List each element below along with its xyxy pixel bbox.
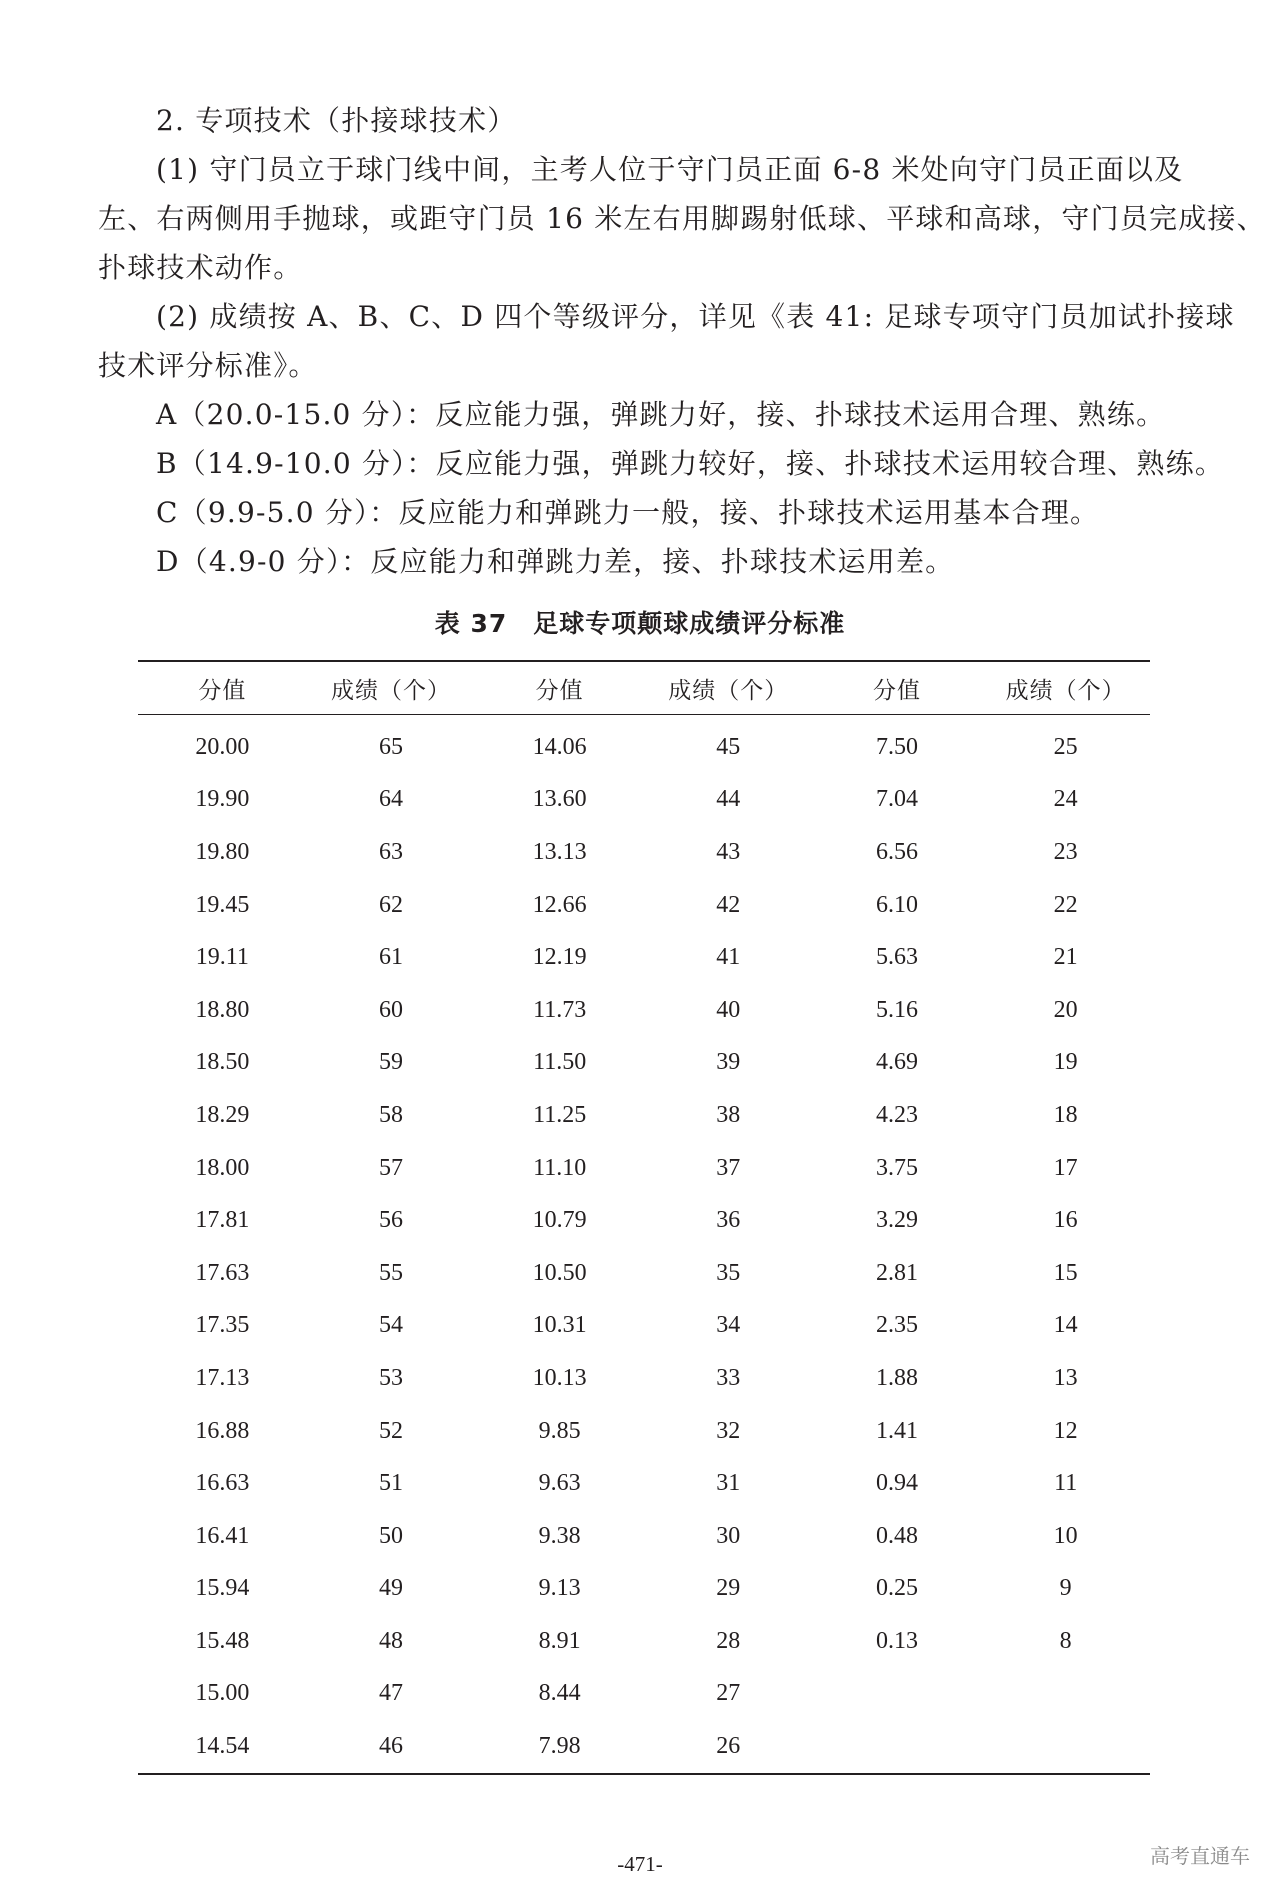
table-cell: 19.45: [195, 891, 250, 918]
table-cell: 18.50: [195, 1049, 250, 1076]
table-cell: 26: [716, 1733, 741, 1760]
table-cell: 17.63: [195, 1259, 250, 1286]
table-cell: 48: [378, 1627, 403, 1654]
table-cell: 15.48: [195, 1627, 250, 1654]
table-row: [138, 1247, 1150, 1300]
column-header: 分值: [138, 661, 307, 715]
table-cell: 11.73: [533, 996, 587, 1023]
table-cell: [981, 1720, 1150, 1774]
table-cell: 17.81: [195, 1207, 250, 1234]
column-header: 成绩（个）: [981, 661, 1150, 715]
watermark-text: 高考直通车: [1150, 1844, 1250, 1868]
juggling-score-table: [138, 660, 1150, 1775]
table-cell: 12.19: [532, 944, 587, 971]
table-row: [138, 1405, 1150, 1458]
table-cell: 50: [378, 1522, 403, 1549]
paragraph-1-line-1: (1) 守门员立于球门线中间，主考人位于守门员正面 6-8 米处向守门员正面以及: [156, 153, 1184, 186]
column-header: 分值: [475, 661, 644, 715]
table-cell: 36: [716, 1207, 741, 1234]
table-cell: 18.80: [195, 996, 250, 1023]
table-row: [138, 1037, 1150, 1090]
table-caption: 表 37 足球专项颠球成绩评分标准: [434, 609, 846, 638]
table-cell: 10.31: [532, 1312, 587, 1339]
table-row: [138, 1720, 1150, 1774]
table-cell: 1.41: [875, 1417, 918, 1444]
table-cell: 13: [1053, 1364, 1078, 1391]
table-cell: 2.81: [875, 1259, 918, 1286]
table-cell: 11.10: [533, 1154, 587, 1181]
table-row: [138, 1510, 1150, 1563]
table-cell: 8.44: [538, 1680, 581, 1707]
table-cell: 30: [716, 1522, 741, 1549]
table-row: [138, 1615, 1150, 1668]
table-cell: 23: [1053, 838, 1078, 865]
table-cell: 19.80: [195, 838, 250, 865]
table-cell: 4.23: [875, 1101, 918, 1128]
table-cell: 51: [378, 1470, 403, 1497]
table-cell: 0.94: [875, 1470, 918, 1497]
table-cell: 18.00: [195, 1154, 250, 1181]
table-cell: 21: [1053, 944, 1078, 971]
table-cell: 19: [1053, 1049, 1078, 1076]
page-number: -471-: [617, 1852, 663, 1876]
table-cell: 62: [378, 891, 403, 918]
table-row: [138, 715, 1150, 774]
table-cell: 16.63: [195, 1470, 250, 1497]
table-cell: 14: [1053, 1312, 1078, 1339]
table-cell: 13.60: [532, 786, 587, 813]
column-header: 分值: [813, 661, 982, 715]
table-cell: 53: [378, 1364, 403, 1391]
table-row: [138, 879, 1150, 932]
table-cell: 7.98: [538, 1733, 581, 1760]
table-cell: 58: [378, 1101, 403, 1128]
table-cell: 0.48: [875, 1522, 918, 1549]
table-cell: 6.56: [875, 838, 918, 865]
table-cell: 7.04: [875, 786, 918, 813]
table-cell: 54: [378, 1312, 403, 1339]
table-cell: 18.29: [195, 1101, 250, 1128]
table-cell: 9.38: [538, 1522, 581, 1549]
table-row: [138, 931, 1150, 984]
table-cell: 11.25: [533, 1101, 587, 1128]
table-cell: 55: [378, 1259, 403, 1286]
table-cell: 16.88: [195, 1417, 250, 1444]
table-cell: 44: [716, 786, 741, 813]
table-cell: 14.06: [532, 733, 587, 760]
table-cell: 8: [1059, 1627, 1072, 1654]
table-cell: 18: [1053, 1101, 1078, 1128]
table-cell: 12.66: [532, 891, 587, 918]
table-cell: 16.41: [195, 1522, 250, 1549]
table-cell: 47: [378, 1680, 403, 1707]
table-cell: 57: [378, 1154, 403, 1181]
table-cell: 15.00: [195, 1680, 250, 1707]
table-cell: 11: [1054, 1470, 1078, 1497]
table-cell: [813, 1668, 982, 1721]
table-cell: 10.79: [532, 1207, 587, 1234]
table-row: [138, 1352, 1150, 1405]
table-row: [138, 1457, 1150, 1510]
table-cell: 9.85: [538, 1417, 581, 1444]
table-cell: 49: [378, 1575, 403, 1602]
table-cell: 17.35: [195, 1312, 250, 1339]
table-cell: 37: [716, 1154, 741, 1181]
table-cell: 64: [378, 786, 403, 813]
table-cell: 20: [1053, 996, 1078, 1023]
paragraph-2-line-2: 技术评分标准》。: [98, 349, 318, 382]
table-cell: 61: [378, 944, 403, 971]
paragraph-2-line-1: (2) 成绩按 A、B、C、D 四个等级评分，详见《表 41: 足球专项守门员加试扑接球: [156, 300, 1235, 333]
table-cell: 16: [1053, 1207, 1078, 1234]
table-cell: 45: [716, 733, 741, 760]
table-cell: 14.54: [195, 1733, 250, 1760]
paragraph-1-line-3: 扑球技术动作。: [98, 251, 303, 284]
table-cell: [981, 1668, 1150, 1721]
table-cell: 31: [716, 1470, 741, 1497]
table-cell: 9.13: [538, 1575, 581, 1602]
grade-d-description: D（4.9-0 分）：反应能力和弹跳力差，接、扑球技术运用差。: [156, 545, 955, 578]
table-cell: 20.00: [195, 733, 250, 760]
table-cell: 3.29: [875, 1207, 918, 1234]
section-heading: 2. 专项技术（扑接球技术）: [156, 104, 517, 137]
table-cell: 28: [716, 1627, 741, 1654]
table-cell: 39: [716, 1049, 741, 1076]
table-row: [138, 826, 1150, 879]
table-cell: 32: [716, 1417, 741, 1444]
table-cell: 4.69: [875, 1049, 918, 1076]
table-cell: 9.63: [538, 1470, 581, 1497]
table-cell: 6.10: [875, 891, 918, 918]
paragraph-1-line-2: 左、右两侧用手抛球，或距守门员 16 米左右用脚踢射低球、平球和高球，守门员完成接、: [98, 202, 1266, 235]
table-cell: 35: [716, 1259, 741, 1286]
table-cell: 3.75: [875, 1154, 918, 1181]
table-cell: 15.94: [195, 1575, 250, 1602]
table-row: [138, 1194, 1150, 1247]
table-cell: 10.13: [532, 1364, 587, 1391]
table-row: [138, 774, 1150, 827]
table-cell: 34: [716, 1312, 741, 1339]
table-cell: 43: [716, 838, 741, 865]
table-cell: 12: [1053, 1417, 1078, 1444]
table-cell: 52: [378, 1417, 403, 1444]
table-cell: 63: [378, 838, 403, 865]
table-row: [138, 984, 1150, 1037]
column-header: 成绩（个）: [307, 661, 476, 715]
table-cell: 0.13: [875, 1627, 918, 1654]
table-cell: 42: [716, 891, 741, 918]
table-cell: 56: [378, 1207, 403, 1234]
table-cell: 15: [1053, 1259, 1078, 1286]
table-cell: 59: [378, 1049, 403, 1076]
table-cell: 1.88: [875, 1364, 918, 1391]
table-row: [138, 1089, 1150, 1142]
table-row: [138, 1300, 1150, 1353]
table-cell: 8.91: [538, 1627, 581, 1654]
grade-b-description: B（14.9-10.0 分）：反应能力强，弹跳力较好，接、扑球技术运用较合理、熟练。: [156, 447, 1225, 480]
table-cell: 19.90: [195, 786, 250, 813]
table-cell: 24: [1053, 786, 1078, 813]
table-cell: 2.35: [875, 1312, 918, 1339]
table-cell: 11.50: [533, 1049, 587, 1076]
table-cell: 7.50: [875, 733, 918, 760]
table-cell: 65: [378, 733, 403, 760]
grade-a-description: A（20.0-15.0 分）：反应能力强，弹跳力好，接、扑球技术运用合理、熟练。: [156, 398, 1166, 431]
table-header-row: [138, 661, 1150, 715]
table-cell: 10: [1053, 1522, 1078, 1549]
table-cell: 27: [716, 1680, 741, 1707]
table-cell: 38: [716, 1101, 741, 1128]
table-cell: 41: [716, 944, 741, 971]
table-cell: 29: [716, 1575, 741, 1602]
table-row: [138, 1668, 1150, 1721]
table-cell: 9: [1059, 1575, 1072, 1602]
table-cell: 0.25: [875, 1575, 918, 1602]
table-cell: 25: [1053, 733, 1078, 760]
table-row: [138, 1142, 1150, 1195]
table-cell: 13.13: [532, 838, 587, 865]
column-header: 成绩（个）: [644, 661, 813, 715]
table-cell: 33: [716, 1364, 741, 1391]
table-cell: 40: [716, 996, 741, 1023]
table-body: [138, 715, 1150, 1774]
table-cell: 17: [1053, 1154, 1078, 1181]
table-cell: 22: [1053, 891, 1078, 918]
table-cell: 46: [378, 1733, 403, 1760]
table-cell: 5.63: [875, 944, 918, 971]
table-cell: 10.50: [532, 1259, 587, 1286]
table-cell: 19.11: [195, 944, 249, 971]
table-cell: 17.13: [195, 1364, 250, 1391]
table-cell: 5.16: [875, 996, 918, 1023]
table-row: [138, 1563, 1150, 1616]
grade-c-description: C（9.9-5.0 分）：反应能力和弹跳力一般，接、扑球技术运用基本合理。: [156, 496, 1100, 529]
table-cell: [813, 1720, 982, 1774]
table-cell: 60: [378, 996, 403, 1023]
